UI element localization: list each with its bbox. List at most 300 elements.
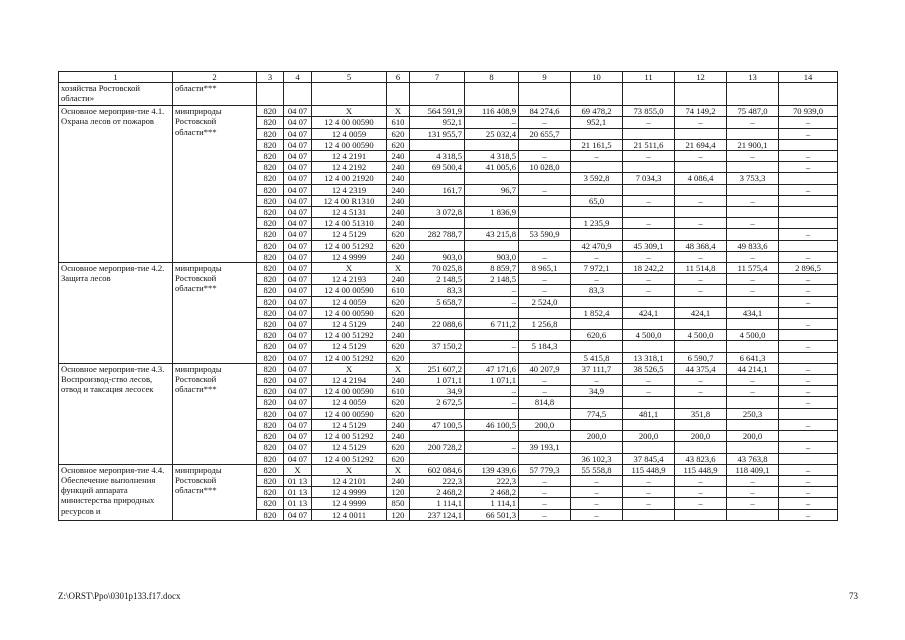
table-cell: 240 [387, 218, 410, 229]
table-cell [623, 229, 675, 240]
table-cell: 04 07 [284, 509, 312, 520]
executor-cell: минприроды Ростовской области*** [173, 464, 257, 520]
table-cell: 1 256,8 [519, 319, 571, 330]
table-cell [623, 296, 675, 307]
table-cell: 610 [387, 117, 410, 128]
table-cell: 42 470,9 [571, 240, 623, 251]
table-cell: – [727, 285, 779, 296]
table-cell: – [675, 251, 727, 262]
table-cell: 04 07 [284, 251, 312, 262]
table-cell: 96,7 [465, 184, 519, 195]
table-cell: 240 [387, 375, 410, 386]
column-number-cell: 3 [257, 72, 284, 83]
table-cell: 74 149,2 [675, 106, 727, 117]
table-cell: 820 [257, 419, 284, 430]
table-cell: 04 07 [284, 263, 312, 274]
table-cell: 620 [387, 397, 410, 408]
table-cell: 240 [387, 475, 410, 486]
table-cell [675, 207, 727, 218]
table-cell: 11 575,4 [727, 263, 779, 274]
table-cell: 240 [387, 162, 410, 173]
table-cell: – [571, 274, 623, 285]
column-number-cell: 11 [623, 72, 675, 83]
table-cell: 04 07 [284, 453, 312, 464]
table-cell [623, 184, 675, 195]
table-cell: X [387, 106, 410, 117]
table-cell: 620 [387, 442, 410, 453]
table-cell [675, 442, 727, 453]
column-number-cell: 12 [675, 72, 727, 83]
table-cell [519, 408, 571, 419]
table-cell: 47 171,6 [465, 363, 519, 374]
table-cell [727, 184, 779, 195]
column-number-cell: 7 [410, 72, 465, 83]
table-cell: 1 235,9 [571, 218, 623, 229]
table-cell: 04 07 [284, 352, 312, 363]
table-cell: – [727, 375, 779, 386]
table-cell: – [623, 475, 675, 486]
table-cell [410, 352, 465, 363]
table-cell: 21 900,1 [727, 139, 779, 150]
table-cell: 04 07 [284, 397, 312, 408]
table-cell [779, 173, 838, 184]
table-cell: 6 641,3 [727, 352, 779, 363]
table-cell [465, 307, 519, 318]
table-cell: 820 [257, 229, 284, 240]
table-cell: 820 [257, 173, 284, 184]
table-cell [779, 218, 838, 229]
table-cell: – [623, 195, 675, 206]
table-cell [623, 83, 675, 106]
table-cell [410, 139, 465, 150]
table-cell: 41 005,6 [465, 162, 519, 173]
table-cell: 12 4 5129 [312, 442, 387, 453]
table-cell [387, 83, 410, 106]
table-cell: 49 833,6 [727, 240, 779, 251]
table-cell [571, 229, 623, 240]
table-cell: 46 100,5 [465, 419, 519, 430]
table-cell [623, 319, 675, 330]
table-cell: 820 [257, 218, 284, 229]
table-cell: 620 [387, 341, 410, 352]
table-cell: 820 [257, 408, 284, 419]
table-cell [571, 128, 623, 139]
table-cell: – [571, 375, 623, 386]
table-cell [779, 83, 838, 106]
table-cell: 820 [257, 207, 284, 218]
table-cell: 04 07 [284, 330, 312, 341]
table-cell: 04 07 [284, 184, 312, 195]
table-cell: 11 514,8 [675, 263, 727, 274]
table-cell [465, 83, 519, 106]
column-number-cell: 13 [727, 72, 779, 83]
budget-table-body [59, 72, 838, 521]
table-cell: 116 408,9 [465, 106, 519, 117]
table-cell: 820 [257, 274, 284, 285]
table-cell: – [623, 375, 675, 386]
table-cell: – [779, 509, 838, 520]
table-cell [519, 173, 571, 184]
table-cell: 04 07 [284, 162, 312, 173]
table-cell: 12 4 00 R1310 [312, 195, 387, 206]
column-number-cell: 14 [779, 72, 838, 83]
table-cell [519, 240, 571, 251]
table-cell: 200,0 [519, 419, 571, 430]
table-cell [465, 453, 519, 464]
table-cell: – [675, 487, 727, 498]
table-cell [465, 139, 519, 150]
table-cell: – [779, 296, 838, 307]
table-cell [675, 319, 727, 330]
table-cell: 04 07 [284, 151, 312, 162]
table-cell: 240 [387, 319, 410, 330]
table-cell: 12 4 00 51292 [312, 453, 387, 464]
table-cell [779, 352, 838, 363]
table-cell [410, 173, 465, 184]
table-cell: 620,6 [571, 330, 623, 341]
table-cell: 04 07 [284, 307, 312, 318]
table-cell: 820 [257, 352, 284, 363]
table-cell [519, 307, 571, 318]
table-cell: – [779, 319, 838, 330]
table-cell: 12 4 2101 [312, 475, 387, 486]
table-cell [410, 330, 465, 341]
table-cell: 222,3 [410, 475, 465, 486]
table-cell: – [623, 117, 675, 128]
table-cell [727, 162, 779, 173]
table-cell: 820 [257, 195, 284, 206]
table-cell: – [465, 386, 519, 397]
table-cell: 12 4 2191 [312, 151, 387, 162]
table-cell: – [675, 151, 727, 162]
table-cell [519, 139, 571, 150]
table-cell: 820 [257, 464, 284, 475]
table-cell: 250,3 [727, 408, 779, 419]
table-cell: 2 468,2 [410, 487, 465, 498]
table-cell: – [675, 386, 727, 397]
table-cell [410, 218, 465, 229]
table-cell: 602 084,6 [410, 464, 465, 475]
table-cell [727, 128, 779, 139]
table-cell: 12 4 00 51310 [312, 218, 387, 229]
program-name-cell: хозяйства Ростовской области» [59, 83, 173, 106]
table-cell: 5 184,3 [519, 341, 571, 352]
table-cell: 12 4 00 00590 [312, 307, 387, 318]
table-cell: 04 07 [284, 408, 312, 419]
table-cell: 04 07 [284, 375, 312, 386]
table-cell: 2 524,0 [519, 296, 571, 307]
executor-cell: минприроды Ростовской области*** [173, 106, 257, 263]
table-cell: 40 207,9 [519, 363, 571, 374]
table-cell: 820 [257, 296, 284, 307]
table-cell [465, 195, 519, 206]
table-cell [779, 408, 838, 419]
table-cell [727, 296, 779, 307]
table-cell: 952,1 [410, 117, 465, 128]
table-cell: – [519, 251, 571, 262]
table-cell: 2 148,5 [465, 274, 519, 285]
table-cell: 04 07 [284, 173, 312, 184]
table-cell: 25 032,4 [465, 128, 519, 139]
table-cell: 820 [257, 363, 284, 374]
column-number-cell: 4 [284, 72, 312, 83]
executor-cell: минприроды Ростовской области*** [173, 263, 257, 364]
table-cell: 18 242,2 [623, 263, 675, 274]
table-cell: 620 [387, 408, 410, 419]
column-number-cell: 2 [173, 72, 257, 83]
table-cell [465, 408, 519, 419]
table-cell: 10 028,0 [519, 162, 571, 173]
table-cell [675, 128, 727, 139]
table-cell [571, 397, 623, 408]
table-cell: 01 13 [284, 498, 312, 509]
table-cell: – [675, 498, 727, 509]
table-cell: 84 274,6 [519, 106, 571, 117]
table-cell [623, 162, 675, 173]
table-cell: 240 [387, 251, 410, 262]
table-cell: 04 07 [284, 195, 312, 206]
table-cell: 39 193,1 [519, 442, 571, 453]
table-cell: 820 [257, 386, 284, 397]
table-cell [257, 83, 284, 106]
table-cell [623, 419, 675, 430]
table-cell: 115 448,9 [675, 464, 727, 475]
table-cell: 952,1 [571, 117, 623, 128]
table-cell: 4 500,0 [675, 330, 727, 341]
table-cell: 820 [257, 139, 284, 150]
table-cell: 1 114,1 [465, 498, 519, 509]
table-cell [519, 431, 571, 442]
table-cell [519, 352, 571, 363]
table-cell: 12 4 00 21920 [312, 173, 387, 184]
table-cell: – [519, 285, 571, 296]
table-cell: – [779, 151, 838, 162]
table-cell: – [571, 498, 623, 509]
table-cell: 73 855,0 [623, 106, 675, 117]
table-cell: 610 [387, 386, 410, 397]
table-cell: 83,3 [571, 285, 623, 296]
table-cell [519, 453, 571, 464]
table-cell: 434,1 [727, 307, 779, 318]
table-cell: – [519, 487, 571, 498]
table-cell [465, 330, 519, 341]
table-cell: X [312, 464, 387, 475]
table-cell: 2 672,5 [410, 397, 465, 408]
table-cell: 48 368,4 [675, 240, 727, 251]
table-cell: – [779, 397, 838, 408]
table-cell: 13 318,1 [623, 352, 675, 363]
table-cell: – [571, 151, 623, 162]
table-cell: 12 4 00 51292 [312, 431, 387, 442]
table-cell [519, 330, 571, 341]
table-cell [675, 184, 727, 195]
table-cell [727, 207, 779, 218]
table-cell: 04 07 [284, 341, 312, 352]
table-cell: X [284, 464, 312, 475]
table-cell: – [519, 386, 571, 397]
table-cell: 820 [257, 106, 284, 117]
table-cell [519, 207, 571, 218]
table-cell [410, 83, 465, 106]
table-cell [465, 240, 519, 251]
table-cell: X [387, 464, 410, 475]
table-cell: 120 [387, 487, 410, 498]
table-cell: X [312, 106, 387, 117]
activity-name-cell: Основное мероприя-тие 4.3. Воспроизвод-ство лесов, отвод и таксация лесосек [59, 363, 173, 464]
column-number-cell: 10 [571, 72, 623, 83]
table-cell: 12 4 0059 [312, 296, 387, 307]
table-cell: 820 [257, 285, 284, 296]
table-cell: – [727, 195, 779, 206]
table-cell: – [571, 475, 623, 486]
table-cell [727, 509, 779, 520]
table-cell: 4 318,5 [465, 151, 519, 162]
table-cell [571, 296, 623, 307]
table-cell: 04 07 [284, 106, 312, 117]
table-cell: 6 590,7 [675, 352, 727, 363]
table-cell: 240 [387, 151, 410, 162]
table-cell [675, 509, 727, 520]
activity-name-cell: Основное мероприя-тие 4.1. Охрана лесов от пожаров [59, 106, 173, 263]
table-cell: 1 114,1 [410, 498, 465, 509]
table-cell: 12 4 0059 [312, 397, 387, 408]
table-cell: 200 728,2 [410, 442, 465, 453]
table-cell: 01 13 [284, 475, 312, 486]
table-cell: 04 07 [284, 363, 312, 374]
table-cell: 5 415,8 [571, 352, 623, 363]
table-cell: 2 896,5 [779, 263, 838, 274]
table-cell: 481,1 [623, 408, 675, 419]
table-row [59, 106, 838, 117]
table-cell: 21 694,4 [675, 139, 727, 150]
table-cell: 820 [257, 487, 284, 498]
table-cell: 12 4 00 00590 [312, 117, 387, 128]
table-cell: 820 [257, 509, 284, 520]
table-cell: 04 07 [284, 117, 312, 128]
table-cell: 3 072,8 [410, 207, 465, 218]
table-cell: – [779, 285, 838, 296]
table-cell: 12 4 9999 [312, 251, 387, 262]
table-cell: 12 4 2192 [312, 162, 387, 173]
table-cell [571, 442, 623, 453]
table-cell: 04 07 [284, 285, 312, 296]
table-cell: 424,1 [675, 307, 727, 318]
table-cell: 774,5 [571, 408, 623, 419]
table-cell [675, 296, 727, 307]
table-cell: 5 658,7 [410, 296, 465, 307]
table-cell: – [571, 251, 623, 262]
table-cell: – [779, 274, 838, 285]
table-cell: 8 965,1 [519, 263, 571, 274]
table-cell: 7 034,3 [623, 173, 675, 184]
table-cell: 04 07 [284, 386, 312, 397]
table-cell [519, 83, 571, 106]
table-cell: 1 836,9 [465, 207, 519, 218]
table-cell: – [465, 296, 519, 307]
table-cell: 37 111,7 [571, 363, 623, 374]
table-cell: – [779, 498, 838, 509]
table-cell: – [779, 442, 838, 453]
table-cell: 12 4 5129 [312, 229, 387, 240]
table-cell: 820 [257, 184, 284, 195]
table-cell [675, 83, 727, 106]
table-cell: 12 4 2194 [312, 375, 387, 386]
column-number-cell: 6 [387, 72, 410, 83]
table-cell: 3 753,3 [727, 173, 779, 184]
table-cell: 21 511,6 [623, 139, 675, 150]
table-cell: 8 859,7 [465, 263, 519, 274]
table-cell: 04 07 [284, 419, 312, 430]
table-cell: – [727, 386, 779, 397]
table-cell [727, 419, 779, 430]
table-cell: 120 [387, 509, 410, 520]
table-cell: 04 07 [284, 218, 312, 229]
table-cell [465, 431, 519, 442]
table-cell: – [623, 285, 675, 296]
table-cell: 12 4 0011 [312, 509, 387, 520]
table-cell [727, 83, 779, 106]
table-cell: 200,0 [727, 431, 779, 442]
table-cell [410, 195, 465, 206]
table-cell [779, 139, 838, 150]
table-cell: – [675, 285, 727, 296]
table-cell: 37 150,2 [410, 341, 465, 352]
table-cell: 1 071,1 [410, 375, 465, 386]
table-cell: – [727, 117, 779, 128]
table-cell: 240 [387, 195, 410, 206]
table-cell: 37 845,4 [623, 453, 675, 464]
table-cell: 820 [257, 251, 284, 262]
table-cell: 240 [387, 207, 410, 218]
table-cell: 820 [257, 431, 284, 442]
table-row [59, 363, 838, 374]
executor-cell: области*** [173, 83, 257, 106]
table-cell: 44 375,4 [675, 363, 727, 374]
table-cell: X [312, 363, 387, 374]
column-number-cell: 1 [59, 72, 173, 83]
table-cell: 70 025,8 [410, 263, 465, 274]
table-cell: X [312, 263, 387, 274]
table-cell: 47 100,5 [410, 419, 465, 430]
table-cell: 251 607,2 [410, 363, 465, 374]
table-cell: 69 478,2 [571, 106, 623, 117]
table-cell: 6 711,2 [465, 319, 519, 330]
column-number-cell: 9 [519, 72, 571, 83]
table-cell: 1 071,1 [465, 375, 519, 386]
table-cell: 620 [387, 307, 410, 318]
table-cell: 12 4 5131 [312, 207, 387, 218]
table-cell: – [779, 487, 838, 498]
table-cell: – [623, 386, 675, 397]
table-cell: 04 07 [284, 431, 312, 442]
table-cell [410, 240, 465, 251]
table-cell [779, 195, 838, 206]
table-cell [571, 319, 623, 330]
table-cell: 12 4 2193 [312, 274, 387, 285]
table-cell: 04 07 [284, 319, 312, 330]
table-cell: 820 [257, 117, 284, 128]
table-cell: 620 [387, 296, 410, 307]
table-cell [571, 419, 623, 430]
table-cell: 38 526,5 [623, 363, 675, 374]
table-cell [571, 162, 623, 173]
table-cell: 820 [257, 307, 284, 318]
table-cell: – [465, 442, 519, 453]
table-cell: 351,8 [675, 408, 727, 419]
table-cell [465, 218, 519, 229]
table-cell [779, 330, 838, 341]
table-cell: – [465, 285, 519, 296]
